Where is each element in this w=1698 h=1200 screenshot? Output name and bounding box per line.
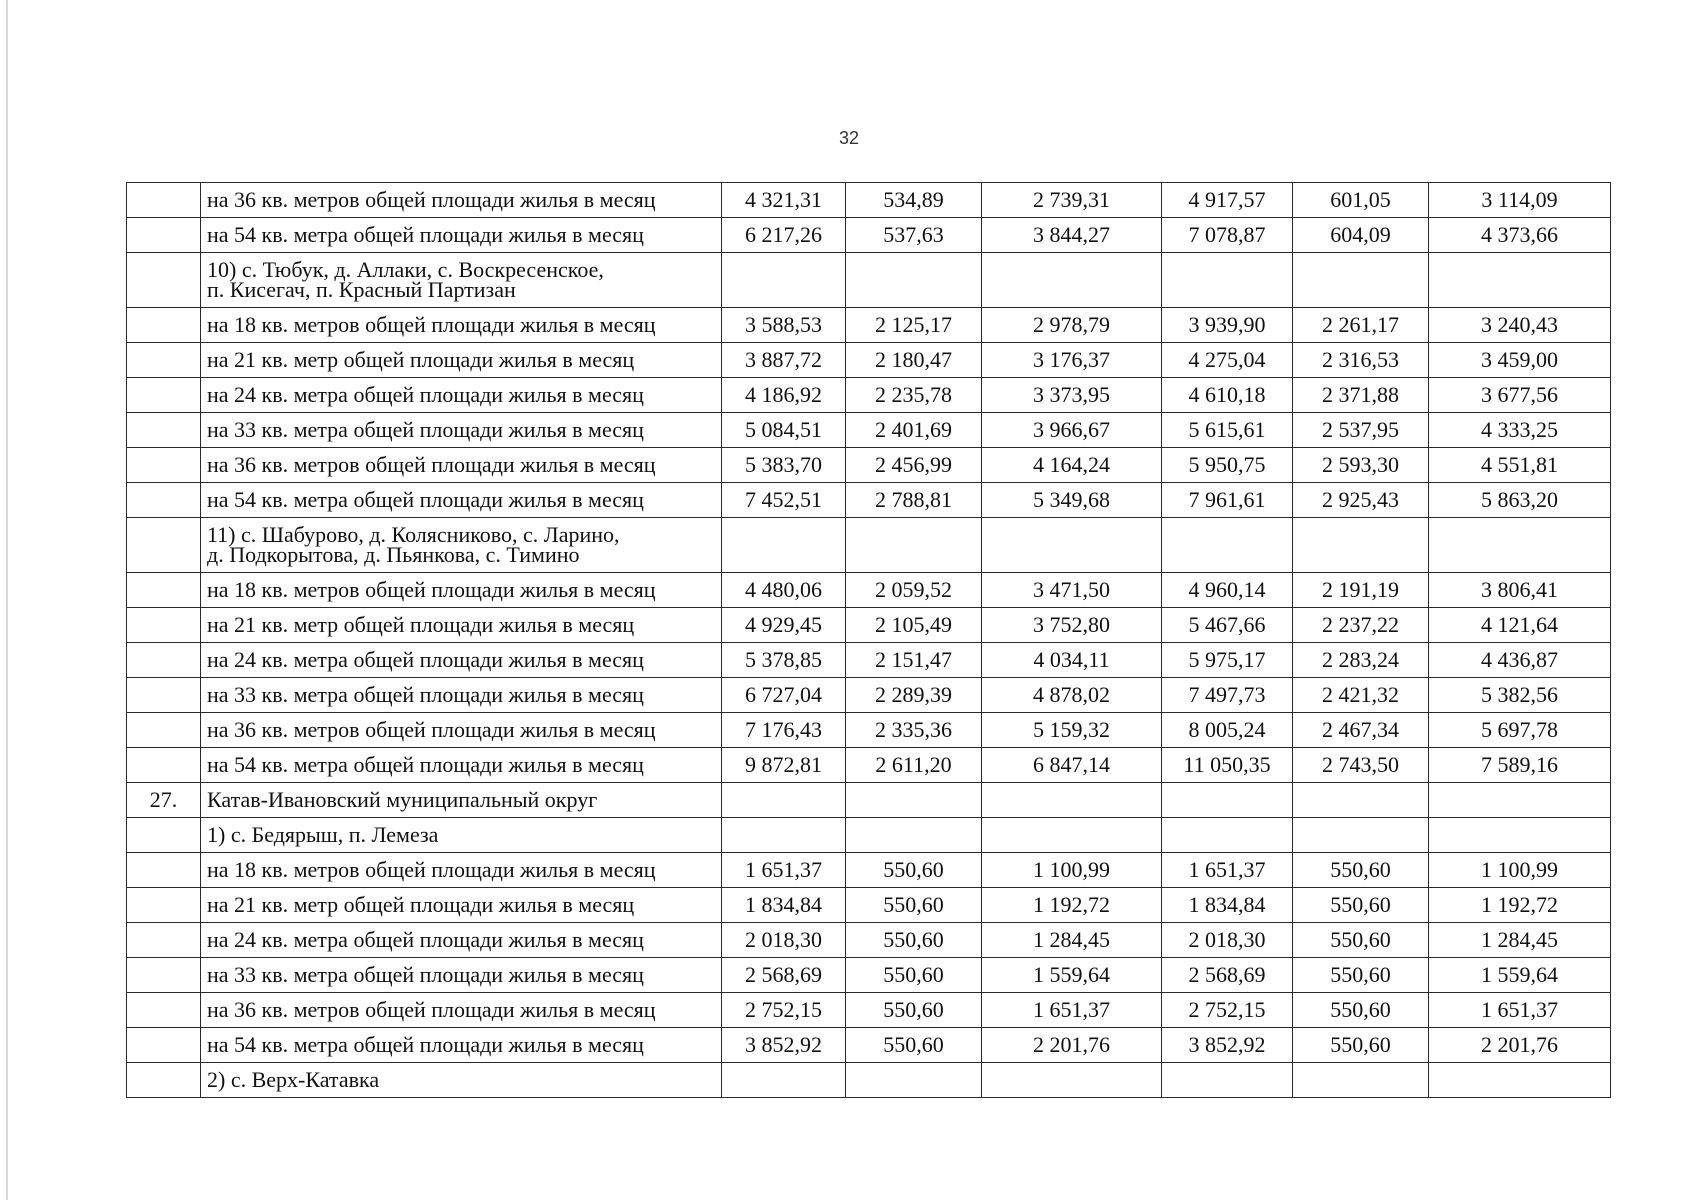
value-cell-col3: 1 284,45 bbox=[982, 923, 1162, 958]
row-label-cell bbox=[201, 413, 722, 448]
value-cell-col2: 2 456,99 bbox=[846, 448, 982, 483]
value-cell-col4: 7 078,87 bbox=[1162, 218, 1293, 253]
value-cell-col6: 4 333,25 bbox=[1429, 413, 1611, 448]
row-number-cell bbox=[127, 413, 201, 448]
value-cell-col5: 2 237,22 bbox=[1293, 608, 1429, 643]
value-cell-col5: 550,60 bbox=[1293, 1028, 1429, 1063]
value-cell-col5: 2 191,19 bbox=[1293, 573, 1429, 608]
row-label-line: на 21 кв. метр общей площади жилья в месяц bbox=[207, 347, 635, 372]
value-cell-col5: 2 537,95 bbox=[1293, 413, 1429, 448]
value-cell-col4: 5 467,66 bbox=[1162, 608, 1293, 643]
row-number-cell bbox=[127, 888, 201, 923]
table-row bbox=[127, 1063, 1611, 1098]
value-cell-col5: 2 316,53 bbox=[1293, 343, 1429, 378]
row-label-line: на 24 кв. метра общей площади жилья в месяц bbox=[207, 382, 644, 407]
value-cell-col4 bbox=[1162, 518, 1293, 573]
row-label-line: на 24 кв. метра общей площади жилья в месяц bbox=[207, 927, 644, 952]
row-label-cell bbox=[201, 343, 722, 378]
row-number-cell bbox=[127, 608, 201, 643]
table-row bbox=[127, 218, 1611, 253]
row-number-cell bbox=[127, 713, 201, 748]
row-label-line: д. Подкорытова, д. Пьянкова, с. Тимино bbox=[207, 542, 580, 567]
value-cell-col6 bbox=[1429, 818, 1611, 853]
value-cell-col4 bbox=[1162, 818, 1293, 853]
value-cell-col2: 2 335,36 bbox=[846, 713, 982, 748]
row-number-cell bbox=[127, 378, 201, 413]
value-cell-col5: 2 261,17 bbox=[1293, 308, 1429, 343]
value-cell-col4: 4 610,18 bbox=[1162, 378, 1293, 413]
value-cell-col5: 2 371,88 bbox=[1293, 378, 1429, 413]
value-cell-col6: 3 240,43 bbox=[1429, 308, 1611, 343]
value-cell-col4: 2 752,15 bbox=[1162, 993, 1293, 1028]
row-number-cell bbox=[127, 958, 201, 993]
row-number-cell bbox=[127, 748, 201, 783]
table-row bbox=[127, 448, 1611, 483]
value-cell-col1: 6 217,26 bbox=[722, 218, 846, 253]
value-cell-col2: 2 151,47 bbox=[846, 643, 982, 678]
value-cell-col2: 550,60 bbox=[846, 958, 982, 993]
value-cell-col5: 604,09 bbox=[1293, 218, 1429, 253]
row-label-cell bbox=[201, 308, 722, 343]
row-label-cell bbox=[201, 818, 722, 853]
value-cell-col2 bbox=[846, 818, 982, 853]
row-number-cell bbox=[127, 518, 201, 573]
table-row bbox=[127, 573, 1611, 608]
table-row bbox=[127, 413, 1611, 448]
row-label-cell bbox=[201, 608, 722, 643]
row-label-line: 10) с. Тюбук, д. Аллаки, с. Воскресенское, bbox=[207, 257, 604, 282]
value-cell-col1: 4 480,06 bbox=[722, 573, 846, 608]
value-cell-col1: 4 321,31 bbox=[722, 183, 846, 218]
table-row bbox=[127, 253, 1611, 308]
row-label-cell bbox=[201, 378, 722, 413]
table-row bbox=[127, 958, 1611, 993]
value-cell-col6: 3 114,09 bbox=[1429, 183, 1611, 218]
value-cell-col5 bbox=[1293, 253, 1429, 308]
row-label-cell bbox=[201, 518, 722, 573]
value-cell-col4: 3 939,90 bbox=[1162, 308, 1293, 343]
value-cell-col5: 2 283,24 bbox=[1293, 643, 1429, 678]
value-cell-col1: 1 651,37 bbox=[722, 853, 846, 888]
value-cell-col6: 7 589,16 bbox=[1429, 748, 1611, 783]
value-cell-col2: 550,60 bbox=[846, 853, 982, 888]
value-cell-col4: 1 834,84 bbox=[1162, 888, 1293, 923]
value-cell-col6: 1 284,45 bbox=[1429, 923, 1611, 958]
value-cell-col3: 3 176,37 bbox=[982, 343, 1162, 378]
value-cell-col3: 4 164,24 bbox=[982, 448, 1162, 483]
value-cell-col5: 550,60 bbox=[1293, 853, 1429, 888]
row-label-cell bbox=[201, 958, 722, 993]
value-cell-col2: 550,60 bbox=[846, 923, 982, 958]
value-cell-col3: 5 349,68 bbox=[982, 483, 1162, 518]
value-cell-col1 bbox=[722, 818, 846, 853]
row-label-line: 2) с. Верх-Катавка bbox=[207, 1067, 380, 1092]
row-number-cell bbox=[127, 183, 201, 218]
row-label-line: на 36 кв. метров общей площади жилья в месяц bbox=[207, 717, 656, 742]
row-number-cell bbox=[127, 253, 201, 308]
table-row bbox=[127, 308, 1611, 343]
value-cell-col6 bbox=[1429, 1063, 1611, 1098]
value-cell-col1: 6 727,04 bbox=[722, 678, 846, 713]
value-cell-col1: 5 084,51 bbox=[722, 413, 846, 448]
value-cell-col6: 1 192,72 bbox=[1429, 888, 1611, 923]
value-cell-col2: 2 180,47 bbox=[846, 343, 982, 378]
table-row bbox=[127, 993, 1611, 1028]
row-label-line: на 18 кв. метров общей площади жилья в месяц bbox=[207, 577, 656, 602]
value-cell-col3: 3 373,95 bbox=[982, 378, 1162, 413]
value-cell-col1: 2 752,15 bbox=[722, 993, 846, 1028]
value-cell-col1 bbox=[722, 783, 846, 818]
value-cell-col5: 601,05 bbox=[1293, 183, 1429, 218]
value-cell-col5: 550,60 bbox=[1293, 993, 1429, 1028]
row-number-cell bbox=[127, 308, 201, 343]
row-label-line: на 36 кв. метров общей площади жилья в месяц bbox=[207, 187, 656, 212]
value-cell-col3: 6 847,14 bbox=[982, 748, 1162, 783]
value-cell-col5 bbox=[1293, 1063, 1429, 1098]
tariff-table bbox=[126, 182, 1611, 1098]
row-label-cell bbox=[201, 1063, 722, 1098]
tariff-table-body bbox=[127, 183, 1611, 1098]
table-row bbox=[127, 713, 1611, 748]
value-cell-col2: 550,60 bbox=[846, 888, 982, 923]
value-cell-col1 bbox=[722, 1063, 846, 1098]
value-cell-col2: 534,89 bbox=[846, 183, 982, 218]
row-number-cell bbox=[127, 218, 201, 253]
row-label-line: Катав-Ивановский муниципальный округ bbox=[207, 787, 598, 812]
value-cell-col4 bbox=[1162, 783, 1293, 818]
value-cell-col2: 2 611,20 bbox=[846, 748, 982, 783]
value-cell-col6: 2 201,76 bbox=[1429, 1028, 1611, 1063]
value-cell-col3: 3 752,80 bbox=[982, 608, 1162, 643]
value-cell-col6: 4 551,81 bbox=[1429, 448, 1611, 483]
value-cell-col3 bbox=[982, 253, 1162, 308]
value-cell-col6: 5 863,20 bbox=[1429, 483, 1611, 518]
value-cell-col3: 2 978,79 bbox=[982, 308, 1162, 343]
value-cell-col6: 1 100,99 bbox=[1429, 853, 1611, 888]
table-row bbox=[127, 608, 1611, 643]
value-cell-col6: 5 382,56 bbox=[1429, 678, 1611, 713]
row-label-cell bbox=[201, 643, 722, 678]
value-cell-col6: 1 651,37 bbox=[1429, 993, 1611, 1028]
row-label-line: на 33 кв. метра общей площади жилья в месяц bbox=[207, 682, 644, 707]
value-cell-col3: 4 034,11 bbox=[982, 643, 1162, 678]
value-cell-col5: 2 467,34 bbox=[1293, 713, 1429, 748]
value-cell-col1: 7 176,43 bbox=[722, 713, 846, 748]
value-cell-col3: 1 651,37 bbox=[982, 993, 1162, 1028]
value-cell-col6 bbox=[1429, 783, 1611, 818]
value-cell-col3 bbox=[982, 1063, 1162, 1098]
table-row bbox=[127, 483, 1611, 518]
row-label-cell bbox=[201, 853, 722, 888]
value-cell-col1: 7 452,51 bbox=[722, 483, 846, 518]
row-number-cell bbox=[127, 993, 201, 1028]
row-number-cell bbox=[127, 818, 201, 853]
row-number-cell bbox=[127, 853, 201, 888]
table-row bbox=[127, 888, 1611, 923]
value-cell-col4 bbox=[1162, 253, 1293, 308]
value-cell-col6: 4 436,87 bbox=[1429, 643, 1611, 678]
value-cell-col6 bbox=[1429, 253, 1611, 308]
row-label-cell bbox=[201, 888, 722, 923]
value-cell-col5: 550,60 bbox=[1293, 888, 1429, 923]
value-cell-col1 bbox=[722, 253, 846, 308]
row-label-line: на 54 кв. метра общей площади жилья в месяц bbox=[207, 1032, 644, 1057]
value-cell-col6: 3 806,41 bbox=[1429, 573, 1611, 608]
value-cell-col6: 4 121,64 bbox=[1429, 608, 1611, 643]
row-label-line: 1) с. Бедярыш, п. Лемеза bbox=[207, 822, 439, 847]
value-cell-col5: 550,60 bbox=[1293, 958, 1429, 993]
value-cell-col1 bbox=[722, 518, 846, 573]
value-cell-col3 bbox=[982, 518, 1162, 573]
value-cell-col5: 550,60 bbox=[1293, 923, 1429, 958]
row-label-line: на 33 кв. метра общей площади жилья в месяц bbox=[207, 417, 644, 442]
value-cell-col1: 5 378,85 bbox=[722, 643, 846, 678]
value-cell-col5: 2 925,43 bbox=[1293, 483, 1429, 518]
value-cell-col4: 5 615,61 bbox=[1162, 413, 1293, 448]
value-cell-col1: 3 887,72 bbox=[722, 343, 846, 378]
page-number: 32 bbox=[838, 128, 860, 148]
row-label-cell bbox=[201, 678, 722, 713]
value-cell-col2 bbox=[846, 518, 982, 573]
value-cell-col4: 11 050,35 bbox=[1162, 748, 1293, 783]
value-cell-col3: 3 844,27 bbox=[982, 218, 1162, 253]
row-label-cell bbox=[201, 993, 722, 1028]
row-label-line: на 21 кв. метр общей площади жилья в месяц bbox=[207, 612, 635, 637]
value-cell-col6 bbox=[1429, 518, 1611, 573]
row-label-line: 11) с. Шабурово, д. Колясниково, с. Ларино, bbox=[207, 522, 620, 547]
scan-edge-line bbox=[6, 0, 8, 1200]
value-cell-col2 bbox=[846, 253, 982, 308]
row-number-cell bbox=[127, 448, 201, 483]
table-row bbox=[127, 1028, 1611, 1063]
value-cell-col4: 2 568,69 bbox=[1162, 958, 1293, 993]
row-label-line: п. Кисегач, п. Красный Партизан bbox=[207, 277, 516, 302]
value-cell-col3: 4 878,02 bbox=[982, 678, 1162, 713]
row-label-line: на 54 кв. метра общей площади жилья в месяц bbox=[207, 222, 644, 247]
value-cell-col6: 5 697,78 bbox=[1429, 713, 1611, 748]
value-cell-col1: 1 834,84 bbox=[722, 888, 846, 923]
value-cell-col4: 3 852,92 bbox=[1162, 1028, 1293, 1063]
value-cell-col6: 3 459,00 bbox=[1429, 343, 1611, 378]
value-cell-col1: 4 929,45 bbox=[722, 608, 846, 643]
value-cell-col3: 3 471,50 bbox=[982, 573, 1162, 608]
value-cell-col1: 4 186,92 bbox=[722, 378, 846, 413]
row-number-cell bbox=[127, 1028, 201, 1063]
value-cell-col2: 2 105,49 bbox=[846, 608, 982, 643]
value-cell-col4: 4 917,57 bbox=[1162, 183, 1293, 218]
row-label-cell bbox=[201, 218, 722, 253]
row-label-line: на 18 кв. метров общей площади жилья в месяц bbox=[207, 857, 656, 882]
row-label-line: на 36 кв. метров общей площади жилья в месяц bbox=[207, 997, 656, 1022]
value-cell-col2: 2 788,81 bbox=[846, 483, 982, 518]
value-cell-col4: 8 005,24 bbox=[1162, 713, 1293, 748]
row-label-line: на 54 кв. метра общей площади жилья в месяц bbox=[207, 752, 644, 777]
value-cell-col5 bbox=[1293, 783, 1429, 818]
value-cell-col5 bbox=[1293, 818, 1429, 853]
row-label-cell bbox=[201, 448, 722, 483]
value-cell-col2: 550,60 bbox=[846, 1028, 982, 1063]
row-label-cell bbox=[201, 183, 722, 218]
table-row bbox=[127, 818, 1611, 853]
row-label-line: на 54 кв. метра общей площади жилья в месяц bbox=[207, 487, 644, 512]
value-cell-col4: 7 961,61 bbox=[1162, 483, 1293, 518]
value-cell-col3: 1 192,72 bbox=[982, 888, 1162, 923]
table-row bbox=[127, 518, 1611, 573]
row-label-line: на 21 кв. метр общей площади жилья в месяц bbox=[207, 892, 635, 917]
table-row bbox=[127, 183, 1611, 218]
value-cell-col3: 3 966,67 bbox=[982, 413, 1162, 448]
row-number-cell bbox=[127, 643, 201, 678]
row-label-line: на 36 кв. метров общей площади жилья в месяц bbox=[207, 452, 656, 477]
value-cell-col6: 1 559,64 bbox=[1429, 958, 1611, 993]
value-cell-col2: 550,60 bbox=[846, 993, 982, 1028]
value-cell-col1: 2 018,30 bbox=[722, 923, 846, 958]
row-label-cell bbox=[201, 923, 722, 958]
value-cell-col2: 2 059,52 bbox=[846, 573, 982, 608]
value-cell-col2: 2 125,17 bbox=[846, 308, 982, 343]
value-cell-col4: 4 960,14 bbox=[1162, 573, 1293, 608]
value-cell-col1: 2 568,69 bbox=[722, 958, 846, 993]
value-cell-col4: 2 018,30 bbox=[1162, 923, 1293, 958]
row-label-line: на 18 кв. метров общей площади жилья в месяц bbox=[207, 312, 656, 337]
row-number-cell bbox=[127, 483, 201, 518]
row-label-line: на 24 кв. метра общей площади жилья в месяц bbox=[207, 647, 644, 672]
value-cell-col2: 537,63 bbox=[846, 218, 982, 253]
table-row bbox=[127, 643, 1611, 678]
value-cell-col2: 2 235,78 bbox=[846, 378, 982, 413]
value-cell-col1: 3 852,92 bbox=[722, 1028, 846, 1063]
row-label-cell bbox=[201, 748, 722, 783]
value-cell-col4: 7 497,73 bbox=[1162, 678, 1293, 713]
value-cell-col1: 5 383,70 bbox=[722, 448, 846, 483]
row-number-cell bbox=[127, 923, 201, 958]
row-label-cell bbox=[201, 1028, 722, 1063]
value-cell-col4: 1 651,37 bbox=[1162, 853, 1293, 888]
row-label-cell bbox=[201, 483, 722, 518]
row-number-cell bbox=[127, 678, 201, 713]
value-cell-col3: 1 559,64 bbox=[982, 958, 1162, 993]
table-row bbox=[127, 748, 1611, 783]
row-label-cell bbox=[201, 713, 722, 748]
row-number-cell bbox=[127, 343, 201, 378]
value-cell-col2 bbox=[846, 1063, 982, 1098]
value-cell-col5: 2 421,32 bbox=[1293, 678, 1429, 713]
value-cell-col5: 2 593,30 bbox=[1293, 448, 1429, 483]
table-row bbox=[127, 923, 1611, 958]
value-cell-col1: 3 588,53 bbox=[722, 308, 846, 343]
value-cell-col3: 2 739,31 bbox=[982, 183, 1162, 218]
value-cell-col5 bbox=[1293, 518, 1429, 573]
value-cell-col3 bbox=[982, 818, 1162, 853]
value-cell-col2: 2 289,39 bbox=[846, 678, 982, 713]
value-cell-col2 bbox=[846, 783, 982, 818]
value-cell-col3 bbox=[982, 783, 1162, 818]
value-cell-col1: 9 872,81 bbox=[722, 748, 846, 783]
value-cell-col3: 5 159,32 bbox=[982, 713, 1162, 748]
table-row bbox=[127, 378, 1611, 413]
table-row bbox=[127, 783, 1611, 818]
value-cell-col4 bbox=[1162, 1063, 1293, 1098]
row-number-cell: 27. bbox=[127, 783, 201, 818]
row-label-cell bbox=[201, 573, 722, 608]
value-cell-col4: 4 275,04 bbox=[1162, 343, 1293, 378]
table-row bbox=[127, 853, 1611, 888]
row-number-cell bbox=[127, 573, 201, 608]
value-cell-col5: 2 743,50 bbox=[1293, 748, 1429, 783]
value-cell-col6: 3 677,56 bbox=[1429, 378, 1611, 413]
value-cell-col4: 5 950,75 bbox=[1162, 448, 1293, 483]
value-cell-col6: 4 373,66 bbox=[1429, 218, 1611, 253]
value-cell-col4: 5 975,17 bbox=[1162, 643, 1293, 678]
value-cell-col3: 1 100,99 bbox=[982, 853, 1162, 888]
value-cell-col2: 2 401,69 bbox=[846, 413, 982, 448]
row-label-cell bbox=[201, 783, 722, 818]
table-row bbox=[127, 343, 1611, 378]
row-label-line: на 33 кв. метра общей площади жилья в месяц bbox=[207, 962, 644, 987]
row-number-cell bbox=[127, 1063, 201, 1098]
table-row bbox=[127, 678, 1611, 713]
row-label-cell bbox=[201, 253, 722, 308]
value-cell-col3: 2 201,76 bbox=[982, 1028, 1162, 1063]
